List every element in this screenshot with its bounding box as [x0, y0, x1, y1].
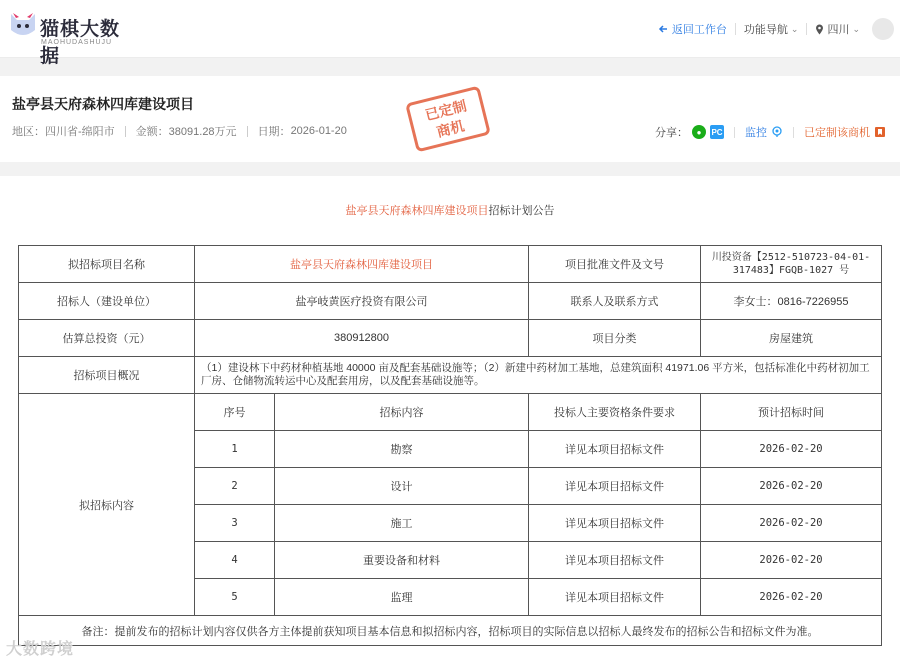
function-nav-menu[interactable]	[736, 21, 807, 37]
location-pin-icon	[815, 24, 824, 35]
table-row	[19, 357, 882, 394]
stamp-line-1: 已定制	[423, 97, 469, 124]
back-arrow-icon	[658, 24, 669, 35]
document-title	[0, 202, 900, 218]
logo-subtitle: MAOHUDASHUJU	[41, 39, 113, 46]
item-requirement: 详见本项目招标文件	[529, 468, 701, 505]
region-meta-value: 四川省-绵阳市	[45, 126, 115, 138]
table-row	[19, 616, 882, 646]
item-content: 监理	[275, 579, 529, 616]
item-time: 2026-02-20	[701, 579, 882, 616]
top-nav	[650, 0, 900, 58]
item-no: 2	[195, 468, 275, 505]
sub-header-content: 招标内容	[275, 394, 529, 431]
meta-divider	[247, 126, 248, 137]
watermark: 大数跨境	[6, 641, 75, 658]
item-time: 2026-02-20	[701, 542, 882, 579]
name-label: 拟招标项目名称	[19, 246, 195, 283]
document-title-suffix: 招标计划公告	[488, 205, 555, 217]
contact-label: 联系人及联系方式	[529, 283, 701, 320]
date-meta-value: 2026-01-20	[290, 125, 347, 137]
item-content: 设计	[275, 468, 529, 505]
item-requirement: 详见本项目招标文件	[529, 505, 701, 542]
date-meta-label: 日期：	[257, 126, 291, 138]
content-label: 拟招标内容	[19, 394, 195, 616]
document-title-project[interactable]: 盐亭县天府森林四库建设项目	[345, 205, 489, 217]
back-to-workbench-link[interactable]	[650, 21, 735, 37]
item-content: 施工	[275, 505, 529, 542]
item-time: 2026-02-20	[701, 468, 882, 505]
table-row	[19, 394, 882, 431]
logo-text: 猫棋大数据	[40, 18, 121, 67]
item-no: 5	[195, 579, 275, 616]
cat-logo-icon	[8, 10, 38, 40]
approval-label: 项目批准文件及文号	[529, 246, 701, 283]
back-label: 返回工作台	[671, 24, 727, 36]
item-no: 1	[195, 431, 275, 468]
region-label: 四川	[827, 24, 850, 36]
tenderer-label: 招标人（建设单位）	[19, 283, 195, 320]
logo[interactable]	[8, 8, 128, 67]
table-row	[19, 320, 882, 357]
sub-header-time: 预计招标时间	[701, 394, 882, 431]
overview-value: （1）建设林下中药材种植基地 40000 亩及配套基础设施等；（2）新建中药材加工基地，总建筑面积 41971.06 平方米，包括标准化中药材初加工厂房、仓储物流转运中心及配套用房，以及配套基础设施等。	[195, 357, 882, 394]
table-row	[19, 283, 882, 320]
chevron-down-icon: ⌄	[852, 23, 860, 34]
customized-opportunity-link[interactable]: 已定制该商机	[804, 127, 870, 139]
pc-share-icon[interactable]: PC	[710, 125, 724, 139]
share-divider	[793, 127, 794, 138]
table-row	[19, 246, 882, 283]
region-meta-label: 地区：	[12, 126, 45, 138]
approval-value: 川投资备【2512-510723-04-01-317483】FGQB-1027 号	[701, 246, 882, 283]
project-title: 盐亭县天府森林四库建设项目	[12, 96, 194, 112]
table-note: 备注：提前发布的招标计划内容仅供各方主体提前获知项目基本信息和拟招标内容，招标项目的实际信息以招标人最终发布的招标公告和招标文件为准。	[19, 616, 882, 646]
item-requirement: 详见本项目招标文件	[529, 431, 701, 468]
item-requirement: 详见本项目招标文件	[529, 579, 701, 616]
sub-header-requirement: 投标人主要资格条件要求	[529, 394, 701, 431]
function-nav-label: 功能导航	[743, 24, 788, 36]
item-requirement: 详见本项目招标文件	[529, 542, 701, 579]
wechat-share-icon[interactable]: ●	[692, 125, 706, 139]
document-content	[0, 176, 900, 667]
item-time: 2026-02-20	[701, 431, 882, 468]
share-bar	[655, 124, 886, 140]
bookmark-icon[interactable]	[874, 126, 886, 138]
meta-divider	[125, 126, 126, 137]
category-value: 房屋建筑	[701, 320, 882, 357]
monitor-icon[interactable]	[771, 126, 783, 138]
name-value[interactable]: 盐亭县天府森林四库建设项目	[195, 246, 529, 283]
item-content: 重要设备和材料	[275, 542, 529, 579]
top-bar	[0, 0, 900, 67]
user-avatar[interactable]	[872, 18, 894, 40]
share-label: 分享：	[655, 127, 688, 139]
contact-value: 李女士：0816-7226955	[701, 283, 882, 320]
item-time: 2026-02-20	[701, 505, 882, 542]
chevron-down-icon: ⌄	[790, 23, 799, 34]
project-meta	[12, 123, 347, 139]
stamp-line-2: 商机	[434, 117, 466, 140]
tenderer-value: 盐亭岐黄医疗投资有限公司	[195, 283, 529, 320]
sub-header-no: 序号	[195, 394, 275, 431]
tender-plan-table	[18, 245, 882, 646]
region-selector[interactable]	[807, 21, 868, 37]
overview-label: 招标项目概况	[19, 357, 195, 394]
item-no: 4	[195, 542, 275, 579]
item-no: 3	[195, 505, 275, 542]
project-card	[0, 76, 900, 162]
share-divider	[734, 127, 735, 138]
amount-meta-label: 金额：	[135, 126, 169, 138]
item-content: 勘察	[275, 431, 529, 468]
investment-value: 380912800	[195, 320, 529, 357]
investment-label: 估算总投资（元）	[19, 320, 195, 357]
monitor-link[interactable]: 监控	[745, 127, 767, 139]
category-label: 项目分类	[529, 320, 701, 357]
customized-stamp	[405, 86, 491, 153]
amount-meta-value: 38091.28万元	[168, 126, 237, 138]
